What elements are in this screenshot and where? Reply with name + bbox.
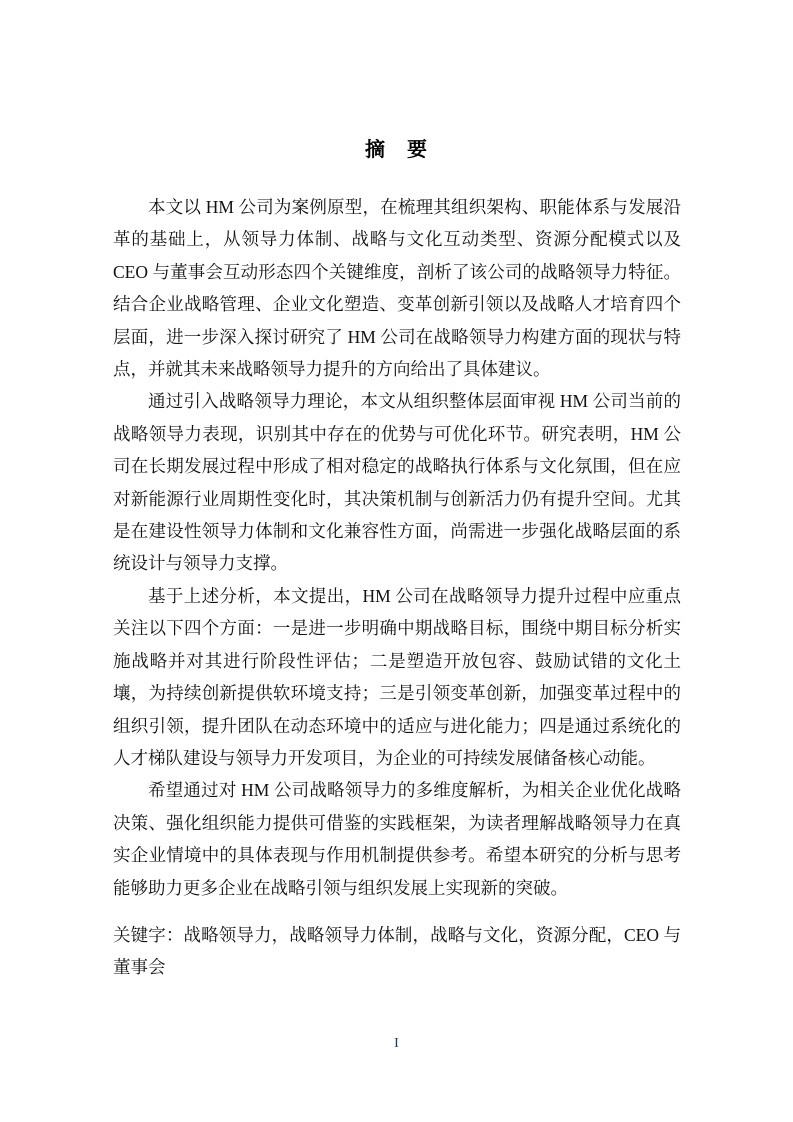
keywords-line: 关键字：战略领导力，战略领导力体制，战略与文化，资源分配，CEO 与董事会: [113, 924, 681, 978]
abstract-body: [113, 191, 681, 984]
abstract-paragraph: 本文以 HM 公司为案例原型，在梳理其组织架构、职能体系与发展沿革的基础上，从领导力体制、战略与文化互动类型、资源分配模式以及 CEO 与董事会互动形态四个关键维度，剖析了该公司的战略领导力特征。结合企业战略管理、企业文化塑造、变革创新引领以及战略人才培育四个层面，进一步深入探讨研究了 HM 公司在战略领导力构建方面的现状与特点，并就其未来战略领导力提升的方向给出了具体建议。: [113, 197, 681, 380]
abstract-title: 摘 要: [365, 139, 428, 161]
abstract-paragraph: 通过引入战略领导力理论，本文从组织整体层面审视 HM 公司当前的战略领导力表现，识别其中存在的优势与可优化环节。研究表明，HM 公司在长期发展过程中形成了相对稳定的战略执行体系与文化氛围，但在应对新能源行业周期性变化时，其决策机制与创新活力仍有提升空间。尤其是在建设性领导力体制和文化兼容性方面，尚需进一步强化战略层面的系统设计与领导力支撑。: [113, 391, 681, 574]
page-footer: [0, 1036, 793, 1052]
abstract-paragraph: 希望通过对 HM 公司战略领导力的多维度解析，为相关企业优化战略决策、强化组织能力提供可借鉴的实践框架，为读者理解战略领导力在真实企业情境中的具体表现与作用机制提供参考。希望本研究的分析与思考能够助力更多企业在战略引领与组织发展上实现新的突破。: [113, 780, 681, 898]
abstract-paragraph: 基于上述分析，本文提出，HM 公司在战略领导力提升过程中应重点关注以下四个方面：一是进一步明确中期战略目标，围绕中期目标分析实施战略并对其进行阶段性评估；二是塑造开放包容、鼓励试错的文化土壤，为持续创新提供软环境支持；三是引领变革创新，加强变革过程中的组织引领，提升团队在动态环境中的适应与进化能力；四是通过系统化的人才梯队建设与领导力开发项目，为企业的可持续发展储备核心动能。: [113, 585, 681, 768]
page-number: I: [394, 1036, 399, 1051]
